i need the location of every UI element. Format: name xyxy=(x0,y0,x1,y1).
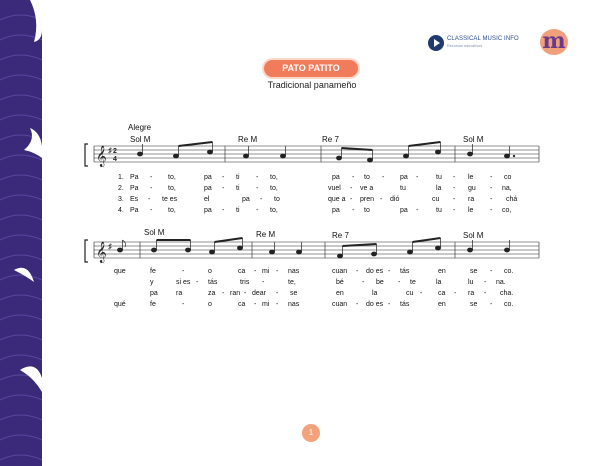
lyric-syllable: Pa xyxy=(130,185,139,192)
lyric-syllable: - xyxy=(256,185,259,192)
lyric-syllable: se xyxy=(470,301,478,308)
lyric-syllable: dió xyxy=(390,196,400,203)
lyric-syllable: - xyxy=(352,207,355,214)
lyric-syllable: to, xyxy=(168,207,176,214)
lyric-syllable: - xyxy=(490,196,493,203)
lyric-syllable: - xyxy=(420,290,423,297)
lyric-syllable: - xyxy=(256,207,259,214)
lyric-syllable: en xyxy=(438,268,446,275)
lyric-syllable: - xyxy=(453,196,456,203)
lyric-syllable: ca xyxy=(238,268,246,275)
lyric-line xyxy=(110,290,530,300)
lyric-syllable: pa xyxy=(332,207,340,214)
lyric-syllable: - xyxy=(454,290,457,297)
lyric-syllable: te xyxy=(410,279,416,286)
lyric-syllable: to xyxy=(274,196,280,203)
lyric-syllable: ca xyxy=(238,301,246,308)
lyric-syllable: - xyxy=(148,196,151,203)
chord-symbol: Re M xyxy=(238,135,258,144)
lyric-line xyxy=(110,279,530,289)
lyric-syllable: tás xyxy=(400,301,410,308)
chord-symbol: Sol M xyxy=(144,228,165,237)
lyric-syllable: tu xyxy=(400,185,406,192)
lyric-syllable: - xyxy=(388,268,391,275)
lyric-syllable: - xyxy=(350,185,353,192)
lyric-line xyxy=(110,301,530,311)
lyric-syllable: ra xyxy=(468,196,475,203)
lyric-syllable: to, xyxy=(270,185,278,192)
svg-text:♯: ♯ xyxy=(108,146,112,155)
lyric-syllable: co. xyxy=(504,301,514,308)
lyric-syllable: te, xyxy=(288,279,296,286)
lyric-syllable: - xyxy=(260,196,263,203)
lyric-syllable: le xyxy=(468,174,474,181)
lyric-syllable: le xyxy=(468,207,474,214)
lyric-syllable: na. xyxy=(496,279,506,286)
lyric-syllable: ve a xyxy=(360,185,374,192)
lyric-syllable: - xyxy=(484,279,487,286)
lyric-syllable: pa xyxy=(332,174,340,181)
lyric-syllable: qué xyxy=(114,301,126,308)
lyric-syllable: tás xyxy=(400,268,410,275)
lyric-syllable: pa xyxy=(150,290,158,297)
lyric-syllable: - xyxy=(382,174,385,181)
lyric-syllable: te es xyxy=(162,196,178,203)
lyric-syllable: - xyxy=(256,174,259,181)
lyric-syllable: to, xyxy=(270,207,278,214)
decorative-sidebar xyxy=(0,0,42,466)
lyric-syllable: to xyxy=(364,207,370,214)
lyric-syllable: chá xyxy=(506,196,518,203)
site-logo: CLASSICAL MUSIC INFO Recursos educativos xyxy=(428,34,519,52)
lyric-syllable: que xyxy=(114,268,126,275)
lyric-syllable: ca xyxy=(438,290,446,297)
lyric-syllable: o xyxy=(208,268,212,275)
lyric-syllable: - xyxy=(276,301,279,308)
lyric-syllable: mi xyxy=(262,268,270,275)
lyric-syllable: pren xyxy=(360,196,375,203)
lyric-syllable: - xyxy=(222,185,225,192)
svg-text:𝄞: 𝄞 xyxy=(96,242,107,262)
chord-symbol: Sol M xyxy=(130,135,151,144)
lyric-syllable: - xyxy=(150,207,153,214)
song-title: PATO PATITO xyxy=(264,60,358,77)
lyric-syllable: - xyxy=(356,268,359,275)
lyric-syllable: tás xyxy=(208,279,218,286)
lyric-line xyxy=(110,207,530,217)
brand-logo: m xyxy=(540,29,568,55)
lyric-syllable: en xyxy=(438,301,446,308)
lyric-syllable: co xyxy=(504,174,512,181)
lyric-syllable: - xyxy=(350,196,353,203)
lyric-syllable: Es xyxy=(130,196,139,203)
music-staff-system-1 xyxy=(84,140,544,172)
lyric-syllable: na, xyxy=(502,185,512,192)
lyric-syllable: - xyxy=(453,185,456,192)
lyric-syllable: la xyxy=(436,279,442,286)
lyric-syllable: ti xyxy=(236,174,240,181)
lyric-syllable: ra xyxy=(176,290,183,297)
lyric-syllable: tris xyxy=(240,279,250,286)
lyric-syllable: - xyxy=(182,301,185,308)
lyric-syllable: o xyxy=(208,301,212,308)
lyric-syllable: to, xyxy=(270,174,278,181)
lyric-syllable: vuel xyxy=(328,185,341,192)
lyric-syllable: - xyxy=(182,268,185,275)
lyric-syllable: - xyxy=(490,268,493,275)
lyric-syllable: - xyxy=(380,196,383,203)
svg-text:2: 2 xyxy=(113,148,117,155)
lyric-syllable: fe xyxy=(150,301,156,308)
svg-text:4: 4 xyxy=(113,156,117,163)
lyric-syllable: y xyxy=(150,279,154,286)
page-number: 1 xyxy=(302,424,320,442)
lyric-syllable: - xyxy=(150,185,153,192)
lyric-syllable: nas xyxy=(288,268,300,275)
chord-symbol: Re 7 xyxy=(322,135,339,144)
lyric-syllable: - xyxy=(254,268,257,275)
lyric-line xyxy=(110,185,530,195)
music-staff-system-2 xyxy=(84,236,544,268)
lyric-syllable: - xyxy=(388,301,391,308)
play-icon xyxy=(428,35,444,51)
lyric-syllable: - xyxy=(484,290,487,297)
lyric-syllable: - xyxy=(362,279,365,286)
lyric-syllable: ran xyxy=(230,290,241,297)
lyric-syllable: - xyxy=(276,268,279,275)
lyric-syllable: - xyxy=(490,207,493,214)
lyric-syllable: lu xyxy=(468,279,474,286)
lyric-syllable: nas xyxy=(288,301,300,308)
lyric-syllable: - xyxy=(356,301,359,308)
lyric-syllable: - xyxy=(276,290,279,297)
song-subtitle: Tradicional panameño xyxy=(267,80,357,90)
lyric-syllable: cuan xyxy=(332,301,348,308)
lyric-syllable: ti xyxy=(236,185,240,192)
lyric-syllable: tu xyxy=(436,207,442,214)
lyric-syllable: 3. xyxy=(118,196,124,203)
lyric-syllable: - xyxy=(453,174,456,181)
lyric-syllable: to, xyxy=(168,185,176,192)
svg-text:𝄞: 𝄞 xyxy=(96,146,107,166)
lyric-syllable: dear xyxy=(252,290,267,297)
lyric-syllable: - xyxy=(150,174,153,181)
lyric-syllable: cha. xyxy=(500,290,514,297)
lyric-syllable: - xyxy=(196,279,199,286)
lyric-syllable: mi xyxy=(262,301,270,308)
lyric-syllable: tu xyxy=(436,174,442,181)
lyric-line xyxy=(110,268,530,278)
lyric-syllable: pa xyxy=(204,174,212,181)
lyric-syllable: ra xyxy=(468,290,475,297)
lyric-syllable: - xyxy=(222,174,225,181)
chord-symbol: Sol M xyxy=(463,231,484,240)
lyric-syllable: - xyxy=(490,301,493,308)
lyric-syllable: se xyxy=(290,290,298,297)
lyric-syllable: pa xyxy=(400,207,408,214)
lyric-syllable: pa xyxy=(400,174,408,181)
svg-text:♯: ♯ xyxy=(108,242,112,251)
lyric-syllable: gu xyxy=(468,185,476,192)
lyric-syllable: - xyxy=(490,174,493,181)
lyric-syllable: za xyxy=(208,290,216,297)
lyric-syllable: - xyxy=(453,207,456,214)
lyric-syllable: be xyxy=(376,279,384,286)
lyric-syllable: pa xyxy=(204,185,212,192)
lyric-syllable: 1. xyxy=(118,174,124,181)
lyric-syllable: en xyxy=(336,290,344,297)
lyric-syllable: - xyxy=(254,301,257,308)
lyric-syllable: Pa xyxy=(130,174,139,181)
lyric-syllable: cuan xyxy=(332,268,348,275)
chord-symbol: Re 7 xyxy=(332,231,349,240)
lyric-syllable: - xyxy=(222,290,225,297)
lyric-syllable: el xyxy=(204,196,210,203)
lyric-line xyxy=(110,174,530,184)
lyric-syllable: - xyxy=(352,174,355,181)
lyric-syllable: to, xyxy=(168,174,176,181)
lyric-syllable: cu xyxy=(432,196,440,203)
lyric-syllable: - xyxy=(222,207,225,214)
lyric-syllable: - xyxy=(244,290,247,297)
lyric-syllable: to xyxy=(364,174,370,181)
lyric-syllable: la xyxy=(372,290,378,297)
lyric-syllable: ti xyxy=(236,207,240,214)
lyric-syllable: que a xyxy=(328,196,346,203)
lyric-syllable: do es xyxy=(366,268,384,275)
lyric-syllable: - xyxy=(416,207,419,214)
lyric-syllable: cu xyxy=(406,290,414,297)
lyric-syllable: si es xyxy=(176,279,191,286)
lyric-syllable: pa xyxy=(204,207,212,214)
lyric-syllable: - xyxy=(262,279,265,286)
lyric-syllable: co, xyxy=(502,207,512,214)
lyric-syllable: pa xyxy=(242,196,250,203)
lyric-syllable: la xyxy=(436,185,442,192)
lyric-syllable: co. xyxy=(504,268,514,275)
lyric-syllable: 2. xyxy=(118,185,124,192)
lyric-syllable: bé xyxy=(336,279,344,286)
lyric-syllable: se xyxy=(470,268,478,275)
lyric-syllable: do es xyxy=(366,301,384,308)
lyric-syllable: - xyxy=(490,185,493,192)
lyric-syllable: - xyxy=(416,174,419,181)
lyric-syllable: fe xyxy=(150,268,156,275)
lyric-syllable: - xyxy=(398,279,401,286)
chord-symbol: Sol M xyxy=(463,135,484,144)
lyric-syllable: 4. xyxy=(118,207,124,214)
tempo-marking: Alegre xyxy=(128,123,152,132)
lyric-line xyxy=(110,196,530,206)
lyric-syllable: Pa xyxy=(130,207,139,214)
chord-symbol: Re M xyxy=(256,230,276,239)
